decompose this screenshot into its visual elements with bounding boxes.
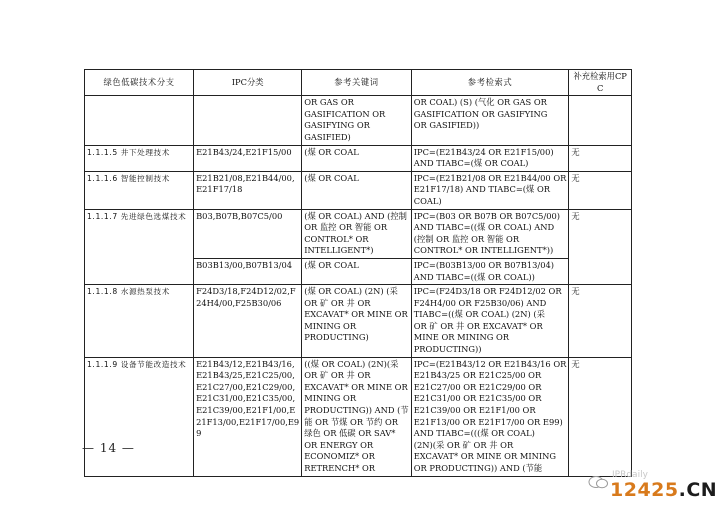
cell-keywords bbox=[302, 96, 412, 145]
cell-line: OR 矿 OR 井 OR bbox=[304, 297, 371, 308]
cell-line: GASIFICATION OR bbox=[304, 108, 386, 119]
cell-ipc bbox=[194, 171, 302, 209]
cell-line: 绿色 OR 低碳 OR SAV* bbox=[304, 428, 396, 439]
cell-line: AND TIABC=((煤 OR COAL)) bbox=[413, 271, 535, 282]
cell-line: (煤 OR COAL) (2N) (采 bbox=[304, 286, 398, 297]
cell-line: INTELLIGENT*) bbox=[304, 245, 374, 256]
site-logo bbox=[610, 479, 717, 501]
cell-line: PRODUCTING)) bbox=[413, 344, 482, 355]
cell-line: E21F17/18 bbox=[196, 184, 243, 195]
cell-line: OR 矿 OR 井 OR bbox=[304, 370, 371, 381]
cell-query bbox=[411, 285, 569, 358]
cell-line: MINING OR bbox=[304, 320, 357, 331]
table-row bbox=[85, 357, 632, 476]
cell-line: GASIFIED) bbox=[304, 131, 351, 142]
cell-line: EXCAVAT* OR MINE OR bbox=[304, 381, 408, 392]
cell-line: OR 监控 OR 智能 OR bbox=[304, 222, 388, 233]
wechat-icon bbox=[588, 475, 610, 489]
cell-branch bbox=[85, 171, 194, 209]
cell-line: 无 bbox=[571, 210, 580, 221]
cell-line: 无 bbox=[571, 146, 580, 157]
cell-ipc bbox=[194, 357, 302, 476]
site-logo-number: 12425 bbox=[610, 479, 679, 501]
cell-line: 21F13/00,E21F17/00,E9 bbox=[196, 416, 300, 427]
cell-line: OR 矿 OR 井 OR EXCAVAT* OR bbox=[413, 320, 543, 331]
cell-cpc bbox=[569, 357, 632, 476]
cell-query bbox=[411, 357, 569, 476]
cell-line: (煤 OR COAL bbox=[304, 146, 359, 157]
cell-line: E21C31/00 OR E21C35/00 OR bbox=[413, 393, 542, 404]
cell-query bbox=[411, 258, 569, 284]
cell-line: PRODUCTING)) AND (节 bbox=[304, 405, 409, 416]
cell-keywords bbox=[302, 357, 412, 476]
cell-line: E21B21/08,E21B44/00, bbox=[196, 172, 295, 183]
cell-line: E21B43/25 OR E21C25/00 OR bbox=[413, 370, 542, 381]
table-row bbox=[85, 209, 632, 258]
cell-cpc bbox=[569, 171, 632, 209]
cell-line: 无 bbox=[571, 358, 580, 369]
cell-branch bbox=[85, 209, 194, 285]
cell-keywords bbox=[302, 285, 412, 358]
cell-line: IPC=(E21B21/08 OR E21B44/00 OR bbox=[413, 172, 567, 183]
cell-line: COAL) bbox=[413, 195, 442, 206]
cell-cpc bbox=[569, 145, 632, 171]
cell-line: E21C27/00,E21C29/00, bbox=[196, 381, 296, 392]
cell-line: IPC=(B03B13/00 OR B07B13/04) bbox=[413, 259, 555, 270]
cell-branch bbox=[85, 357, 194, 476]
cell-line: E21B43/12,E21B43/16, bbox=[196, 358, 295, 369]
table-row bbox=[85, 96, 632, 145]
cell-line: ECONOMIZ* OR bbox=[304, 451, 375, 462]
cell-cpc bbox=[569, 285, 632, 358]
cell-line: 1.1.1.8 水源热泵技术 bbox=[87, 287, 170, 297]
page-number: — 14 — bbox=[82, 441, 135, 455]
cell-line: 24H4/00,F25B30/06 bbox=[196, 297, 282, 308]
cell-line: (煤 OR COAL bbox=[304, 172, 359, 183]
cell-line: EXCAVAT* OR MINE OR bbox=[304, 309, 408, 320]
cell-cpc bbox=[569, 209, 632, 285]
cell-line: E21B43/24,E21F15/00 bbox=[196, 146, 292, 157]
cell-line: E21C31/00,E21C35/00, bbox=[196, 393, 296, 404]
cell-line: CONTROL* OR INTELLIGENT*)) bbox=[413, 245, 554, 256]
cell-line: GASIFICATION OR GASIFYING bbox=[413, 108, 548, 119]
cell-line: (2N)(采 OR 矿 OR 井 OR bbox=[413, 439, 514, 450]
cell-line: 1.1.1.5 井下处理技术 bbox=[87, 147, 170, 157]
cell-line: 9 bbox=[196, 428, 202, 439]
header-query: 参考检索式 bbox=[411, 70, 569, 96]
cell-branch bbox=[85, 285, 194, 358]
header-branch: 绿色低碳技术分支 bbox=[85, 70, 194, 96]
cell-line: (控制 OR 监控 OR 智能 OR bbox=[413, 233, 520, 244]
cell-line: B03B13/00,B07B13/04 bbox=[196, 259, 293, 270]
cell-line: E21C39/00 OR E21F1/00 OR bbox=[413, 405, 536, 416]
watermark-text: IPRdaily bbox=[612, 470, 648, 480]
cell-line: F24D3/18,F24D12/02,F bbox=[196, 286, 296, 297]
cell-line: GASIFYING OR bbox=[304, 120, 370, 131]
cell-line: 无 bbox=[571, 172, 580, 183]
cell-line: (煤 OR COAL bbox=[304, 259, 359, 270]
cell-query bbox=[411, 171, 569, 209]
cell-line: OR GAS OR bbox=[304, 97, 354, 108]
cell-line: EXCAVAT* OR MINE OR MINING bbox=[413, 451, 557, 462]
table-header-row bbox=[85, 70, 632, 96]
header-ipc: IPC分类 bbox=[194, 70, 302, 96]
cell-line: 1.1.1.9 设备节能改造技术 bbox=[87, 359, 187, 369]
cell-line: E21C39/00,E21F1/00,E bbox=[196, 405, 296, 416]
cell-line: RETRENCH* OR bbox=[304, 463, 376, 473]
cell-line: MINING OR bbox=[304, 393, 357, 404]
cell-line: E21F17/18) AND TIABC=(煤 OR bbox=[413, 184, 550, 195]
cell-line: IPC=(E21B43/12 OR E21B43/16 OR bbox=[413, 358, 567, 369]
cell-line: OR PRODUCTING)) AND (节能 bbox=[413, 463, 543, 473]
cell-line: IPC=(E21B43/24 OR E21F15/00) bbox=[413, 146, 554, 157]
cell-line: MINE OR MINING OR bbox=[413, 332, 510, 343]
cell-line: 1.1.1.6 智能控制技术 bbox=[87, 173, 170, 183]
cell-line: AND TIABC=(煤 OR COAL) bbox=[413, 158, 529, 169]
cell-line: IPC=(B03 OR B07B OR B07C5/00) bbox=[413, 210, 561, 221]
cell-line: AND TIABC=((煤 OR COAL) AND bbox=[413, 222, 555, 233]
cell-line: IPC=(F24D3/18 OR F24D12/02 OR bbox=[413, 286, 562, 297]
cell-branch bbox=[85, 96, 194, 145]
cell-line: (煤 OR COAL) AND (控制 bbox=[304, 210, 407, 221]
cell-keywords bbox=[302, 258, 412, 284]
cell-keywords bbox=[302, 209, 412, 258]
cell-query bbox=[411, 145, 569, 171]
cell-line: B03,B07B,B07C5/00 bbox=[196, 210, 283, 221]
cell-line: OR GASIFIED)) bbox=[413, 120, 480, 131]
cell-ipc bbox=[194, 145, 302, 171]
cell-query bbox=[411, 96, 569, 145]
header-keywords: 参考关键词 bbox=[302, 70, 412, 96]
cell-line: 1.1.1.7 先进绿色选煤技术 bbox=[87, 211, 187, 221]
cell-line: TIABC=((煤 OR COAL) (2N) (采 bbox=[413, 309, 545, 320]
cell-line: E21C27/00 OR E21C29/00 OR bbox=[413, 381, 542, 392]
table-row bbox=[85, 145, 632, 171]
cell-ipc bbox=[194, 285, 302, 358]
table-row bbox=[85, 285, 632, 358]
cell-line: AND TIABC=(((煤 OR COAL) bbox=[413, 428, 535, 439]
cell-line: OR COAL) (S) (气化 OR GAS OR bbox=[413, 97, 547, 108]
cell-line: E21F13/00 OR E21F17/00 OR E99) bbox=[413, 416, 563, 427]
cell-keywords bbox=[302, 171, 412, 209]
cell-line: 能 OR 节煤 OR 节约 OR bbox=[304, 416, 399, 427]
table-row bbox=[85, 171, 632, 209]
header-cpc: 补充检索用CPC bbox=[569, 70, 632, 96]
cell-line: CONTROL* OR bbox=[304, 233, 369, 244]
cell-line: PRODUCTING) bbox=[304, 332, 369, 343]
cell-line: OR ENERGY OR bbox=[304, 439, 374, 450]
cell-ipc bbox=[194, 209, 302, 258]
cell-line: 无 bbox=[571, 286, 580, 297]
cell-line: F24H4/00 OR F25B30/06) AND bbox=[413, 297, 547, 308]
cell-line: ((煤 OR COAL) (2N)(采 bbox=[304, 358, 399, 369]
cell-ipc bbox=[194, 258, 302, 284]
cell-ipc bbox=[194, 96, 302, 145]
cell-line: E21B43/25,E21C25/00, bbox=[196, 370, 295, 381]
cell-keywords bbox=[302, 145, 412, 171]
cell-cpc bbox=[569, 96, 632, 145]
site-logo-suffix: .CN bbox=[678, 479, 718, 501]
cell-branch bbox=[85, 145, 194, 171]
cell-query bbox=[411, 209, 569, 258]
